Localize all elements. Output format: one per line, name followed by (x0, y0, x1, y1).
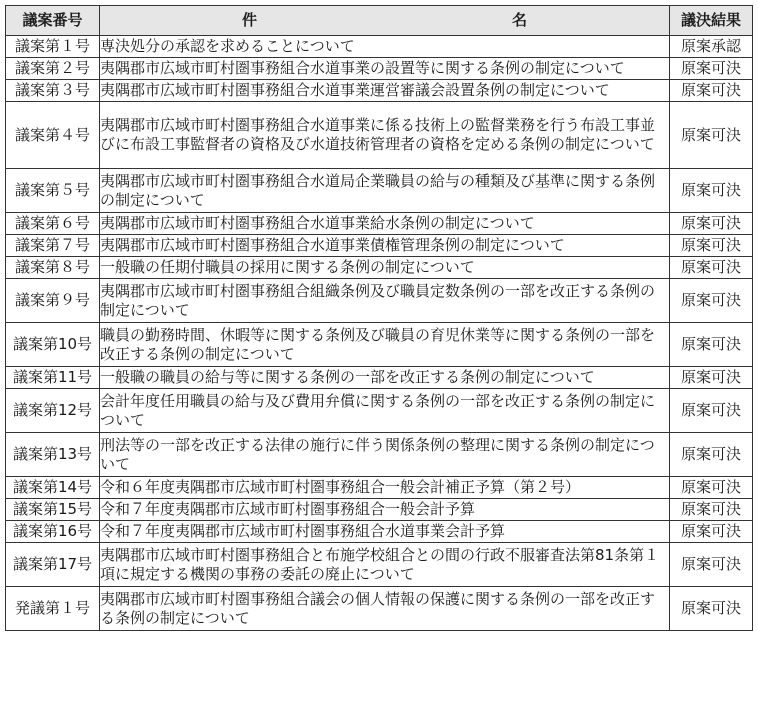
bill-results-table-container (5, 5, 753, 631)
bill-number: 議案第10号 (6, 323, 100, 367)
bill-title: 会計年度任用職員の給与及び費用弁償に関する条例の一部を改正する条例の制定について (100, 389, 670, 433)
bill-result: 原案可決 (670, 58, 753, 80)
bill-title: 刑法等の一部を改正する法律の施行に伴う関係条例の整理に関する条例の制定について (100, 433, 670, 477)
header-title-right: 名 (511, 11, 527, 29)
bill-result: 原案可決 (670, 499, 753, 521)
bill-result: 原案可決 (670, 521, 753, 543)
table-row (6, 36, 753, 58)
bill-result: 原案可決 (670, 235, 753, 257)
bill-result: 原案可決 (670, 257, 753, 279)
table-header-row (6, 6, 753, 36)
bill-number: 議案第14号 (6, 477, 100, 499)
header-bill-number: 議案番号 (6, 6, 100, 36)
table-row (6, 80, 753, 102)
bill-title: 令和６年度夷隅郡市広域市町村圏事務組合一般会計補正予算（第２号） (100, 477, 670, 499)
table-row (6, 389, 753, 433)
bill-number: 議案第１号 (6, 36, 100, 58)
bill-title: 夷隅郡市広域市町村圏事務組合水道事業運営審議会設置条例の制定について (100, 80, 670, 102)
table-row (6, 543, 753, 587)
table-row (6, 102, 753, 169)
bill-title: 専決処分の承認を求めることについて (100, 36, 670, 58)
table-row (6, 323, 753, 367)
bill-results-table (5, 5, 753, 631)
header-title-left: 件 (241, 11, 257, 29)
bill-result: 原案可決 (670, 587, 753, 631)
bill-title: 令和７年度夷隅郡市広域市町村圏事務組合一般会計予算 (100, 499, 670, 521)
bill-number: 議案第４号 (6, 102, 100, 169)
bill-number: 議案第11号 (6, 367, 100, 389)
bill-title: 令和７年度夷隅郡市広域市町村圏事務組合水道事業会計予算 (100, 521, 670, 543)
table-row (6, 213, 753, 235)
bill-title: 夷隅郡市広域市町村圏事務組合議会の個人情報の保護に関する条例の一部を改正する条例の制定について (100, 587, 670, 631)
bill-number: 議案第５号 (6, 169, 100, 213)
bill-result: 原案可決 (670, 323, 753, 367)
bill-number: 議案第６号 (6, 213, 100, 235)
bill-result: 原案可決 (670, 169, 753, 213)
bill-result: 原案可決 (670, 433, 753, 477)
bill-number: 議案第７号 (6, 235, 100, 257)
table-row (6, 58, 753, 80)
bill-result: 原案可決 (670, 389, 753, 433)
header-result: 議決結果 (670, 6, 753, 36)
bill-title: 夷隅郡市広域市町村圏事務組合水道局企業職員の給与の種類及び基準に関する条例の制定について (100, 169, 670, 213)
table-row (6, 433, 753, 477)
table-row (6, 257, 753, 279)
bill-number: 議案第９号 (6, 279, 100, 323)
table-row (6, 477, 753, 499)
header-title (100, 6, 670, 36)
bill-title: 夷隅郡市広域市町村圏事務組合水道事業の設置等に関する条例の制定について (100, 58, 670, 80)
bill-number: 議案第８号 (6, 257, 100, 279)
table-row (6, 235, 753, 257)
bill-title: 夷隅郡市広域市町村圏事務組合と布施学校組合との間の行政不服審査法第81条第１項に規定する機関の事務の委託の廃止について (100, 543, 670, 587)
bill-result: 原案可決 (670, 279, 753, 323)
table-row (6, 367, 753, 389)
bill-number: 議案第２号 (6, 58, 100, 80)
table-row (6, 169, 753, 213)
table-row (6, 587, 753, 631)
bill-number: 議案第15号 (6, 499, 100, 521)
bill-title: 夷隅郡市広域市町村圏事務組合水道事業給水条例の制定について (100, 213, 670, 235)
bill-result: 原案可決 (670, 102, 753, 169)
bill-number: 議案第17号 (6, 543, 100, 587)
bill-title: 職員の勤務時間、休暇等に関する条例及び職員の育児休業等に関する条例の一部を改正する条例の制定について (100, 323, 670, 367)
bill-number: 議案第３号 (6, 80, 100, 102)
bill-title: 夷隅郡市広域市町村圏事務組合組織条例及び職員定数条例の一部を改正する条例の制定について (100, 279, 670, 323)
bill-result: 原案可決 (670, 367, 753, 389)
bill-result: 原案可決 (670, 80, 753, 102)
bill-number: 議案第13号 (6, 433, 100, 477)
bill-title: 一般職の任期付職員の採用に関する条例の制定について (100, 257, 670, 279)
bill-title: 一般職の職員の給与等に関する条例の一部を改正する条例の制定について (100, 367, 670, 389)
bill-number: 議案第16号 (6, 521, 100, 543)
bill-number: 議案第12号 (6, 389, 100, 433)
bill-title: 夷隅郡市広域市町村圏事務組合水道事業に係る技術上の監督業務を行う布設工事並びに布設工事監督者の資格及び水道技術管理者の資格を定める条例の制定について (100, 102, 670, 169)
bill-result: 原案承認 (670, 36, 753, 58)
table-row (6, 279, 753, 323)
bill-result: 原案可決 (670, 543, 753, 587)
bill-title: 夷隅郡市広域市町村圏事務組合水道事業債権管理条例の制定について (100, 235, 670, 257)
bill-number: 発議第１号 (6, 587, 100, 631)
table-row (6, 499, 753, 521)
bill-result: 原案可決 (670, 213, 753, 235)
bill-result: 原案可決 (670, 477, 753, 499)
table-row (6, 521, 753, 543)
